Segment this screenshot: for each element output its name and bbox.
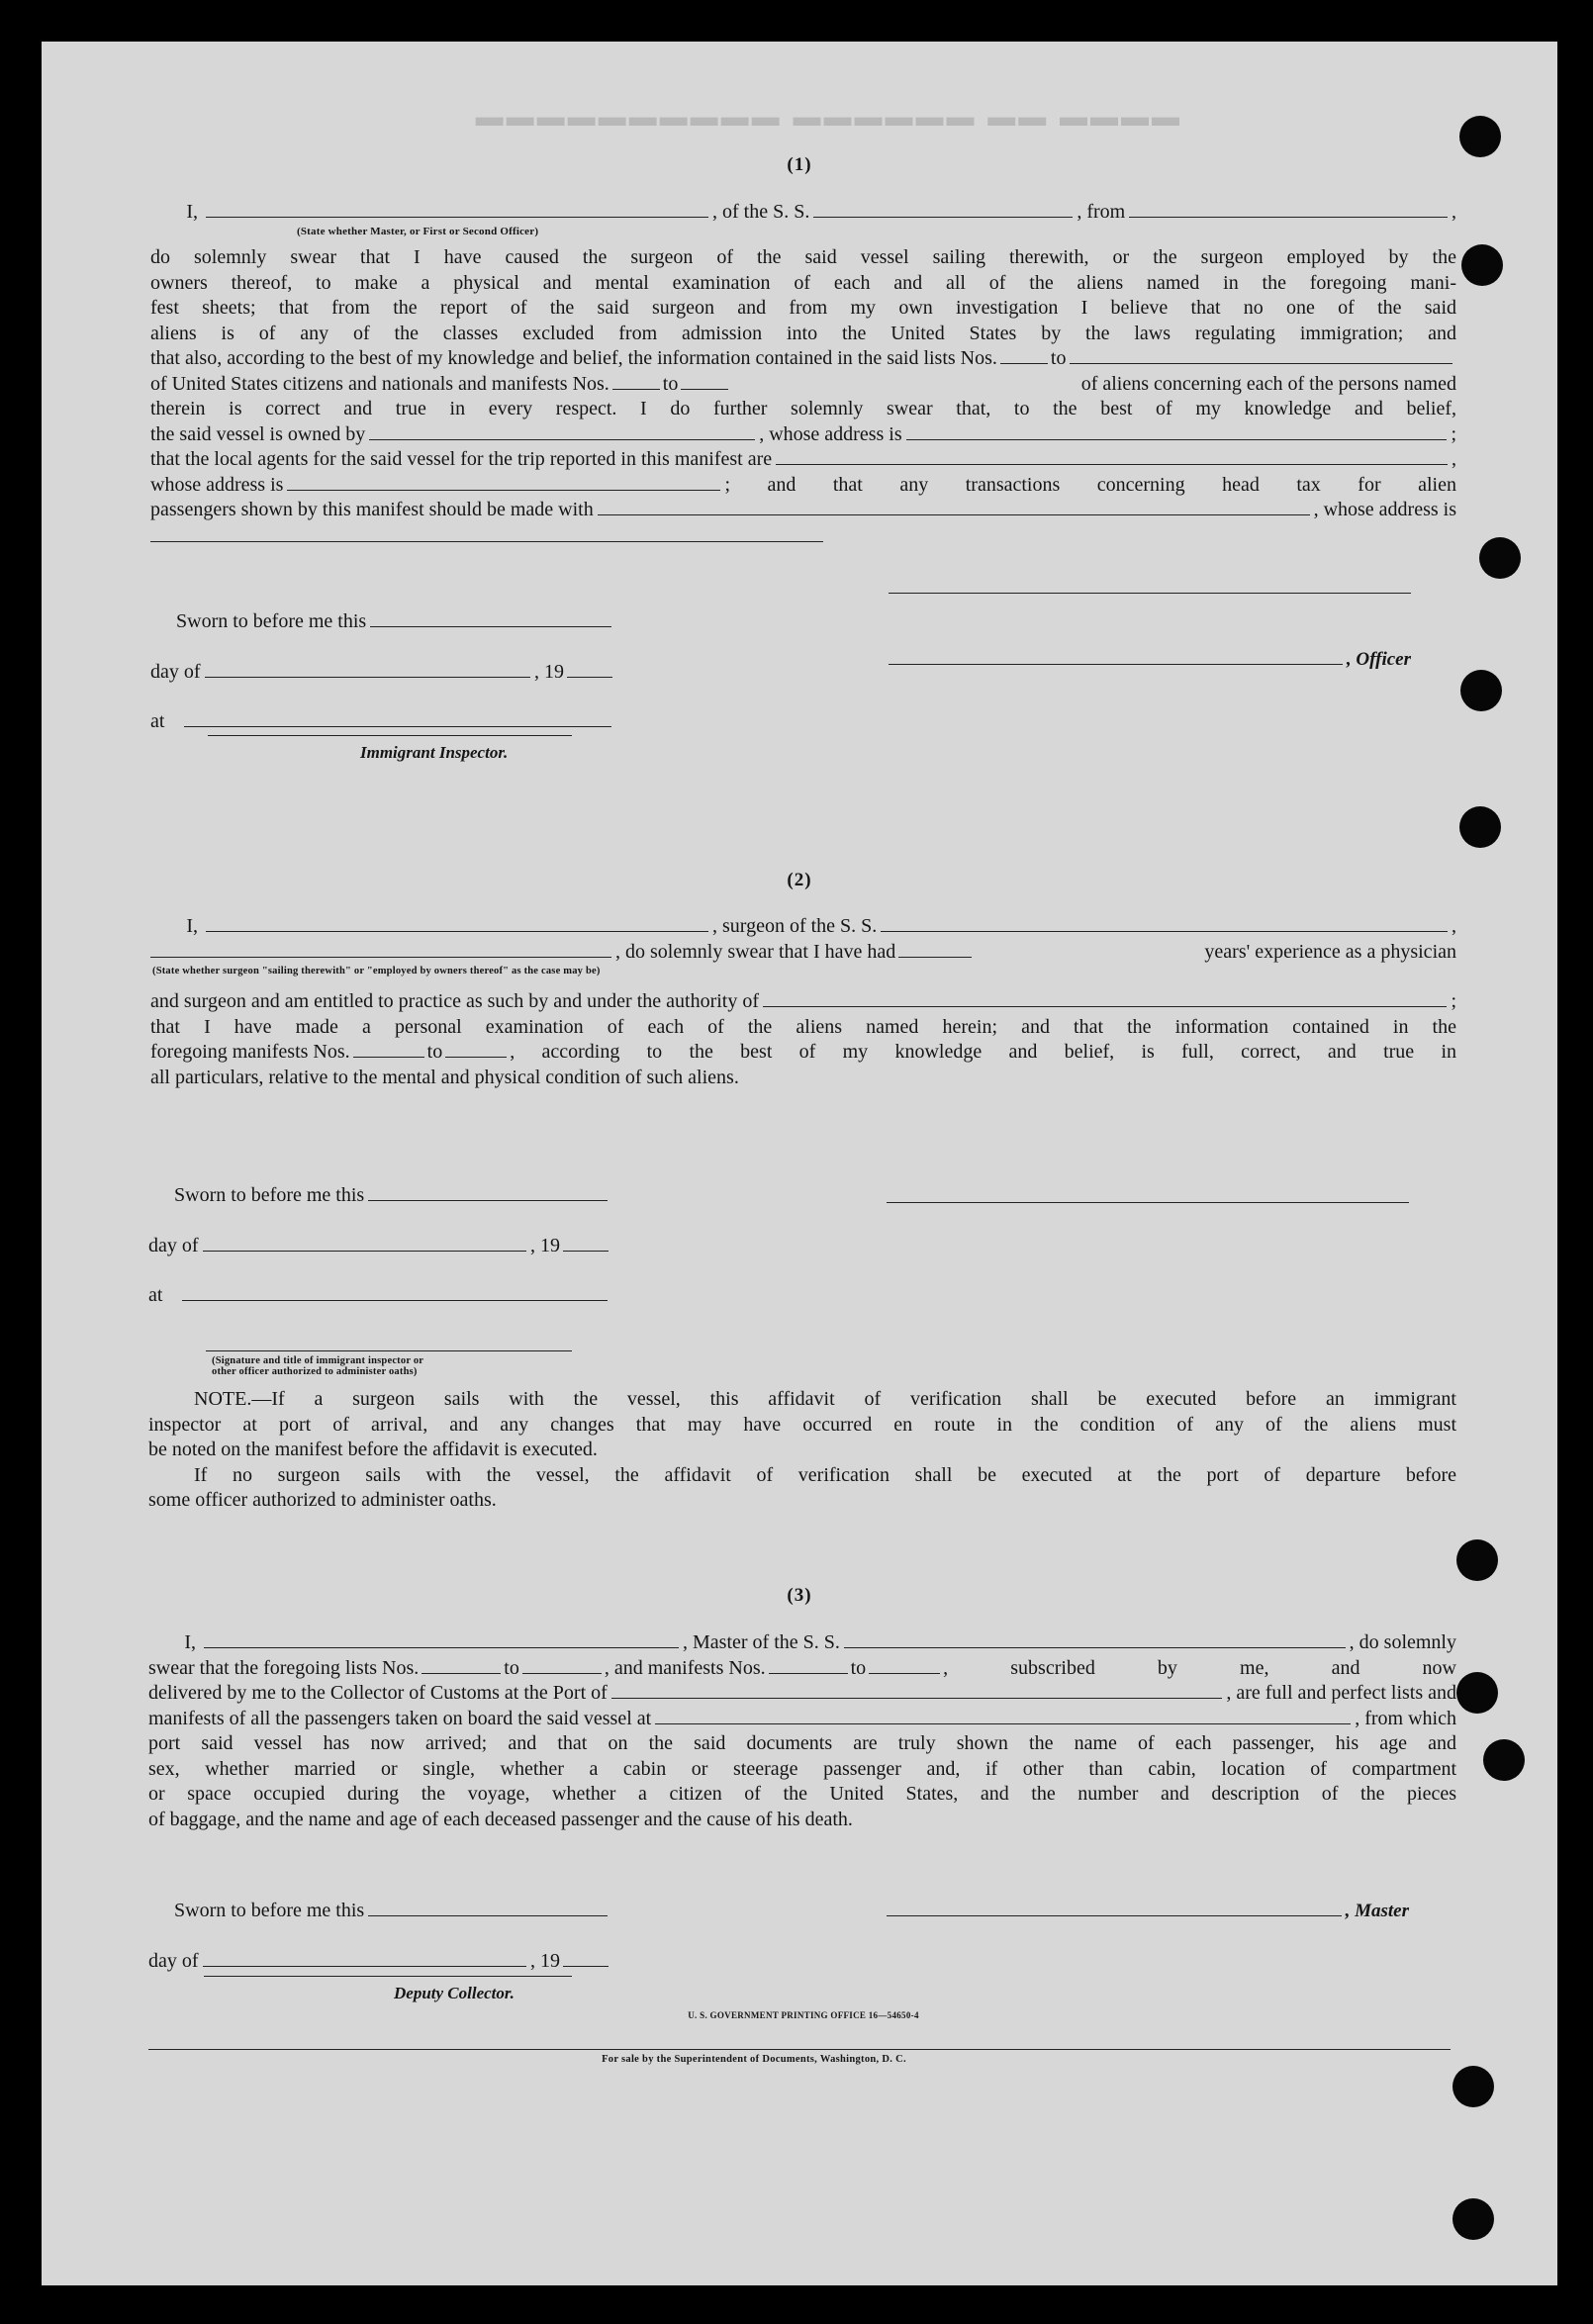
- lists-to-field[interactable]: [1070, 346, 1452, 364]
- surgeon-status-note: (State whether surgeon "sailing therewith" or "employed by owners thereof" as the case may be): [152, 966, 601, 976]
- local-agents-field[interactable]: [776, 447, 1448, 465]
- sworn-date-1[interactable]: [370, 609, 611, 627]
- owner-address-field[interactable]: [906, 422, 1448, 440]
- collector-label: Deputy Collector.: [394, 1984, 515, 2002]
- sworn-date-3[interactable]: [368, 1899, 608, 1916]
- section-2-oath: I, , surgeon of the S. S. , , do solemnly swear that I have had years' experience as a physician: [150, 914, 1456, 965]
- address-continuation-line[interactable]: [150, 540, 823, 542]
- head-tax-party-field[interactable]: [598, 498, 1310, 515]
- master-manifests-to[interactable]: [869, 1656, 940, 1674]
- master-name-field[interactable]: [204, 1630, 679, 1648]
- port-of-customs-field[interactable]: [611, 1681, 1223, 1699]
- section-2-number: (2): [787, 870, 812, 890]
- bleed-through-header: ▬▬▬▬ ▬▬ ▬▬▬▬▬▬ ▬▬▬▬▬▬▬▬▬▬: [472, 101, 1179, 132]
- punch-hole: [1459, 116, 1501, 157]
- surgeon-name-field[interactable]: [206, 914, 708, 932]
- authorized-officer-signature-line[interactable]: [206, 1349, 572, 1351]
- inspector-signature-line[interactable]: [208, 734, 572, 736]
- sworn-place-2[interactable]: [182, 1283, 608, 1301]
- surgeon-manifests-from[interactable]: [353, 1040, 424, 1058]
- master-lists-to[interactable]: [522, 1656, 602, 1674]
- section-1-number: (1): [787, 154, 812, 175]
- port-from-field[interactable]: [1129, 200, 1448, 218]
- form-page: [42, 42, 1557, 2285]
- punch-hole: [1461, 244, 1503, 286]
- footer-rule: [148, 2048, 1451, 2050]
- punch-hole: [1479, 537, 1521, 579]
- surgeon-manifests-to[interactable]: [445, 1040, 507, 1058]
- punch-hole: [1456, 1539, 1498, 1581]
- surgeon-vessel-field[interactable]: [881, 914, 1448, 932]
- sworn-year-3[interactable]: [563, 1949, 609, 1967]
- sworn-month-3[interactable]: [203, 1949, 526, 1967]
- vessel-owner-field[interactable]: [369, 422, 755, 440]
- sworn-place-1[interactable]: [184, 709, 611, 727]
- sworn-date-2[interactable]: [368, 1183, 608, 1201]
- section-3-oath: I, , Master of the S. S. , do solemnly swear that the foregoing lists Nos. to , and manifests Nos. to , subscribed by me, and now delivered by me to the Collector of Customs at the Port of , are full and perfect lists and manifests of all the passengers taken on board the said vessel at , from which port said vessel has now arrived; and that on the said documents are truly shown the name of each passenger, his age and sex, whether married or single, whether a cabin or steerage passenger and, if other than cabin, location of compartment or space occupied during the voyage, whether a citizen of the United States, and the number and description of the pieces of baggage, and the name and age of each deceased passenger and the cause of his death.: [148, 1631, 1456, 1830]
- punch-hole: [1452, 2198, 1494, 2240]
- section-1-oath: I, , of the S. S. , from ,: [186, 201, 1456, 223]
- manifests-from-field[interactable]: [612, 372, 660, 390]
- master-vessel-field[interactable]: [844, 1630, 1346, 1648]
- officer-signature-line-3[interactable]: [887, 1201, 1409, 1203]
- officer-signature-line-2[interactable]: [889, 647, 1343, 665]
- punch-hole: [1460, 670, 1502, 711]
- master-signature-block: , Master: [887, 1899, 1409, 1924]
- years-experience-field[interactable]: [898, 940, 972, 958]
- punch-hole: [1456, 1672, 1498, 1714]
- collector-signature-line[interactable]: [204, 1975, 572, 1977]
- master-signature-line[interactable]: [887, 1899, 1342, 1916]
- gpo-imprint: U. S. GOVERNMENT PRINTING OFFICE 16—54650-4: [688, 2010, 919, 2020]
- master-manifests-from[interactable]: [769, 1656, 848, 1674]
- punch-hole: [1483, 1739, 1525, 1781]
- sworn-month-1[interactable]: [205, 660, 530, 678]
- officer-signature-block: , Officer: [889, 647, 1411, 673]
- punch-hole: [1452, 2066, 1494, 2107]
- practice-authority-field[interactable]: [763, 989, 1447, 1007]
- sworn-block-1: Sworn to before me this day of , 19 at: [150, 609, 615, 735]
- section-2-body: and surgeon and am entitled to practice as such by and under the authority of ; that I have made a personal examination of each of the aliens named herein; and that the information contained in the foregoing manifests Nos. to , according to the best of my knowledge and belief, is full, correct, and true in all particulars, relative to the mental and physical condition of such aliens.: [150, 990, 1456, 1088]
- punch-hole: [1459, 806, 1501, 848]
- sworn-month-2[interactable]: [203, 1234, 526, 1252]
- master-lists-from[interactable]: [422, 1656, 501, 1674]
- vessel-name-field[interactable]: [813, 200, 1073, 218]
- sworn-year-1[interactable]: [567, 660, 612, 678]
- section-3-number: (3): [787, 1585, 812, 1606]
- authorized-officer-note: (Signature and title of immigrant inspector or other officer authorized to administer oaths): [212, 1355, 424, 1377]
- officer-signature-line-1[interactable]: [889, 592, 1411, 594]
- inspector-label: Immigrant Inspector.: [360, 743, 509, 762]
- sale-imprint: For sale by the Superintendent of Documents, Washington, D. C.: [602, 2054, 906, 2065]
- lists-from-field[interactable]: [1000, 346, 1048, 364]
- manifests-to-field[interactable]: [681, 372, 728, 390]
- sworn-year-2[interactable]: [563, 1234, 609, 1252]
- section-1-body: do solemnly swear that I have caused the surgeon of the said vessel sailing therewith, or the surgeon employed by the owners thereof, to make a physical and mental examination of each and all of the aliens named in the foregoing mani- fest sheets; that from the report of the said surgeon and from my own investigation I believe that no one of the said aliens is of any of the classes excluded from admission into the United States by the laws regulating immigration; and that also, according to the best of my knowledge and belief, the information contained in the said lists Nos. to of United States citizens and nationals and manifests Nos. to of aliens concerning each of the persons named therein is correct and true in every respect. I do further solemnly swear that, to the best of my knowledge and belief, the said vessel is owned by , whose address is ; that the local agents for the said vessel for the trip reported in this manifest are , whose address is ; and that any transactions concerning head tax for alien passengers shown by this manifest should be made with , whose address is: [150, 246, 1456, 520]
- surgeon-status-field[interactable]: [150, 940, 611, 958]
- agents-address-field[interactable]: [287, 473, 720, 491]
- sworn-block-2: Sworn to before me this day of , 19 at: [148, 1183, 611, 1309]
- verification-note: NOTE.—If a surgeon sails with the vessel, this affidavit of verification shall be executed before an immigrant inspector at port of arrival, and any changes that may have occurred en route in the condition of any of the aliens must be noted on the manifest before the affidavit is executed. If no surgeon sails with the vessel, the affidavit of verification shall be executed at the port of departure before some officer authorized to administer oaths.: [148, 1388, 1456, 1511]
- officer-title-field[interactable]: [206, 200, 708, 218]
- sworn-block-3: Sworn to before me this day of , 19: [148, 1899, 611, 1974]
- embarkation-port-field[interactable]: [655, 1707, 1351, 1724]
- officer-title-note: (State whether Master, or First or Second Officer): [297, 226, 539, 237]
